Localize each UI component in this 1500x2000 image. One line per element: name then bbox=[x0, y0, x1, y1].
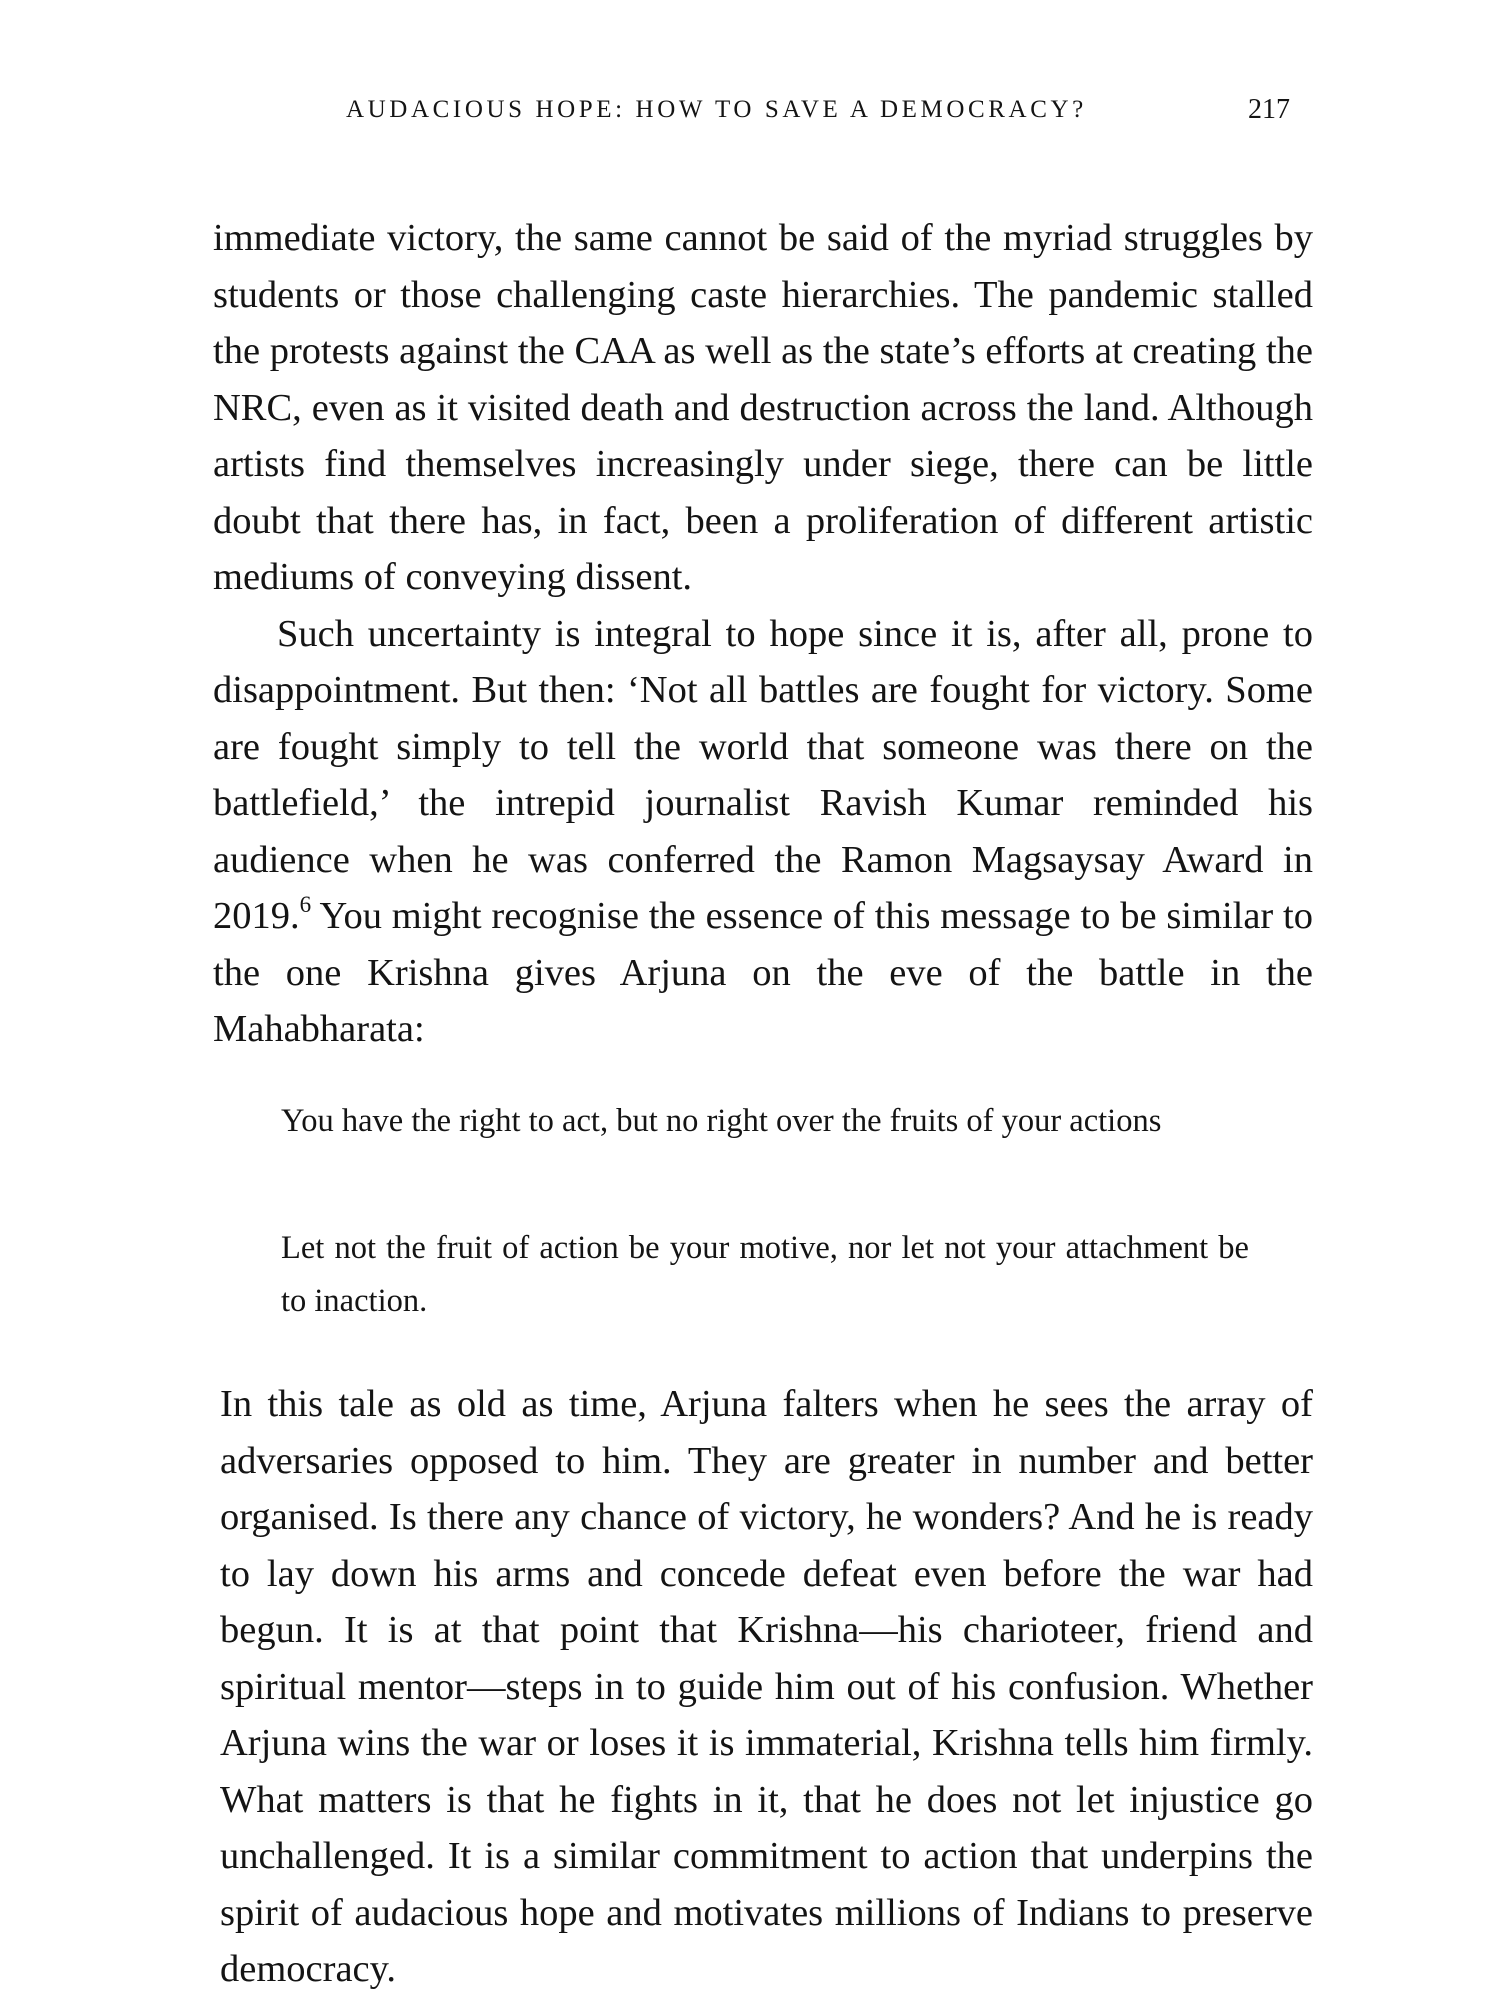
running-head bbox=[213, 90, 1290, 130]
paragraph-uncertainty-text: Such uncertainty is integral to hope since it is, after all, prone to disappointment. But then: ‘Not all battles are fought for victory. Some are fought simply to tell the world that someone was there on the battlefield,’ the intrepid journalist Ravish Kumar reminded his audience when he was conferred the Ramon Magsaysay Award in 2019. bbox=[213, 612, 1313, 937]
footnote-reference: 6 bbox=[299, 890, 312, 917]
block-quote-verse-2: Let not the fruit of action be your motive, nor let not your attachment be to inaction. bbox=[281, 1230, 1249, 1319]
paragraph-uncertainty-text-cont: You might recognise the essence of this message to be similar to the one Krishna gives Arjuna on the eve of the battle in the Mahabharata: bbox=[213, 895, 1313, 1050]
paragraph-continued: immediate victory, the same cannot be said of the myriad struggles by students or those challenging caste hierarchies. The pandemic stalled the protests against the CAA as well as the state’s efforts at creating the NRC, even as it visited death and destruction across the land. Although artists find themselves increasingly under siege, there can be little doubt that there has, in fact, been a proliferation of different artistic mediums of conveying dissent. bbox=[213, 217, 1313, 598]
block-quote-verse-1: You have the right to act, but no right over the fruits of your actions bbox=[281, 1103, 1162, 1139]
paragraph-arjuna: In this tale as old as time, Arjuna falters when he sees the array of adversaries opposed to him. They are greater in number and better organised. Is there any chance of victory, he wonders? And he is ready to lay down his arms and concede defeat even before the war had begun. It is at that point that Krishna—his charioteer, friend and spiritual mentor—steps in to guide him out of his confusion. Whether Arjuna wins the war or loses it is immaterial, Krishna tells him firmly. What matters is that he fights in it, that he does not let injustice go unchallenged. It is a similar commitment to action that underpins the spirit of audacious hope and motivates millions of Indians to preserve democracy. bbox=[220, 1383, 1313, 1990]
running-title: AUDACIOUS HOPE: HOW TO SAVE A DEMOCRACY? bbox=[346, 96, 1087, 123]
body-text-lower bbox=[220, 1376, 1313, 1998]
body-text-upper bbox=[213, 210, 1313, 1058]
page-number: 217 bbox=[1248, 94, 1290, 125]
paragraph-uncertainty bbox=[213, 606, 1313, 1058]
